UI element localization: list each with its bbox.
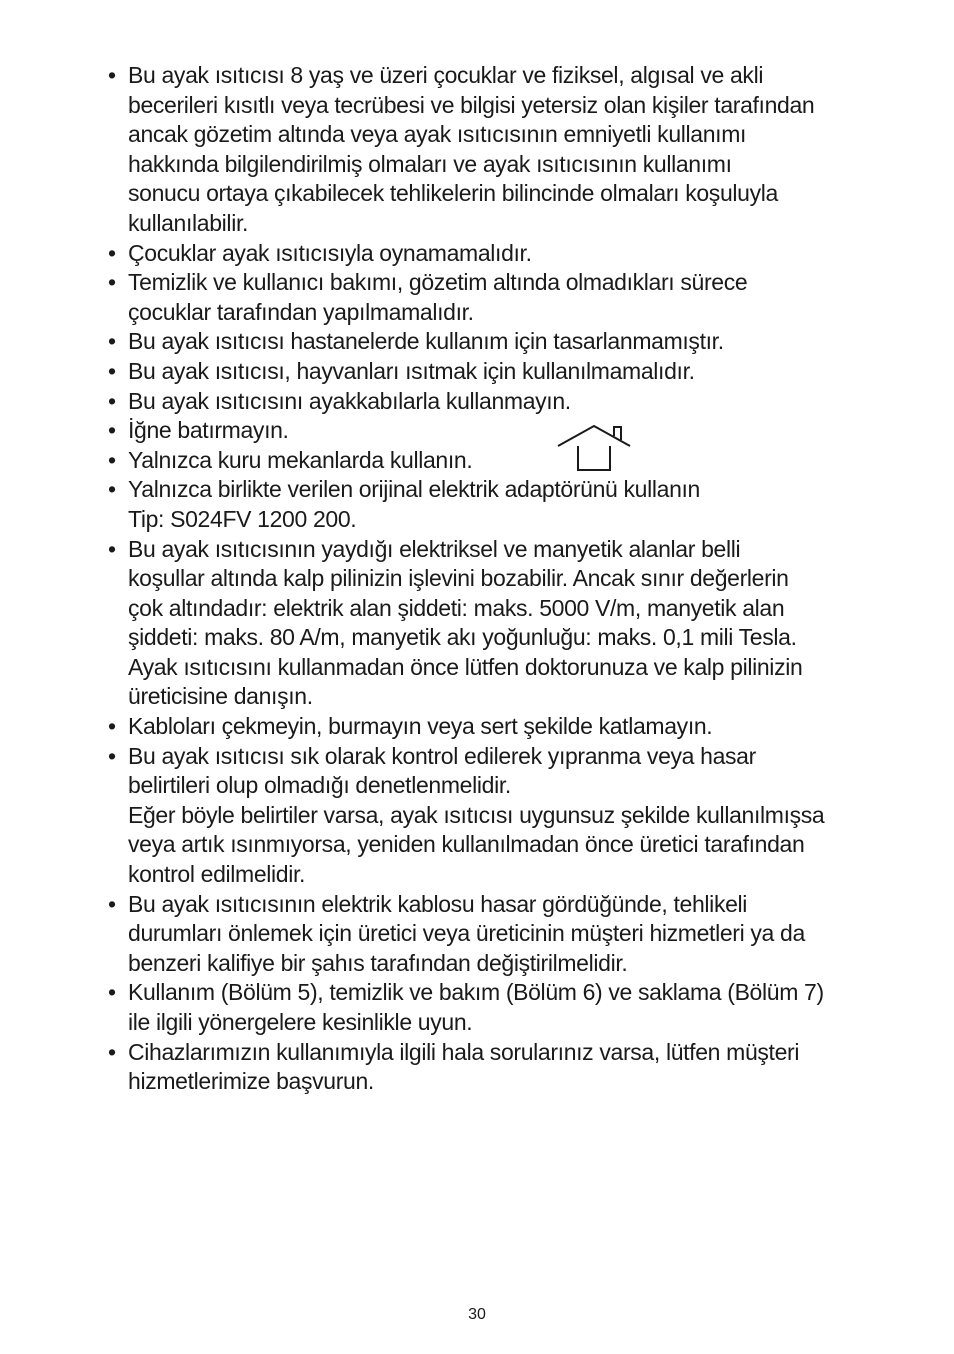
list-item-line: sonucu ortaya çıkabilecek tehlikelerin bilincinde olmaları koşuluyla — [128, 180, 778, 207]
list-item — [108, 890, 908, 979]
list-item-line: • Bu ayak ısıtıcısının elektrik kablosu hasar gördüğünde, tehlikeli — [128, 890, 748, 917]
list-item-line: üreticisine danışın. — [128, 683, 313, 710]
list-item-line: • Kullanım (Bölüm 5), temizlik ve bakım (Bölüm 6) ve saklama (Bölüm 7) — [128, 979, 824, 1006]
list-item-line: belirtileri olup olmadığı denetlenmelidir. — [128, 772, 511, 799]
page-number: 30 — [468, 1306, 486, 1323]
list-item — [108, 61, 908, 239]
list-item-line: hizmetlerimize başvurun. — [128, 1068, 374, 1095]
list-item-line: • Çocuklar ayak ısıtıcısıyla oynamamalıdır. — [128, 239, 532, 266]
list-item-line: • Bu ayak ısıtıcısı 8 yaş ve üzeri çocuklar ve fiziksel, algısal ve akli — [128, 62, 764, 88]
list-item — [108, 357, 908, 387]
list-item-line: • İğne batırmayın. — [128, 417, 289, 444]
list-item — [108, 978, 908, 1037]
list-item-line: çok altındadır: elektrik alan şiddeti: maks. 5000 V/m, manyetik alan — [128, 594, 785, 621]
list-item — [108, 327, 908, 357]
list-item-line: koşullar altında kalp pilinizin işlevini bozabilir. Ancak sınır değerlerin — [128, 565, 789, 592]
list-item — [108, 416, 908, 446]
list-item — [108, 712, 908, 742]
list-item-line: becerileri kısıtlı veya tecrübesi ve bilgisi yetersiz olan kişiler tarafından — [128, 91, 815, 118]
list-item — [108, 268, 908, 327]
list-item-line: benzeri kalifiye bir şahıs tarafından değiştirilmelidir. — [128, 949, 628, 976]
house-icon — [556, 424, 632, 472]
list-item-line: kullanılabilir. — [128, 209, 249, 236]
list-item-line: • Yalnızca kuru mekanlarda kullanın. — [128, 446, 473, 473]
list-item-line: hakkında bilgilendirilmiş olmaları ve ayak ısıtıcısının kullanımı — [128, 150, 732, 177]
list-item-line: Tip: S024FV 1200 200. — [128, 505, 357, 532]
list-item-line: • Cihazlarımızın kullanımıyla ilgili hala sorularınız varsa, lütfen müşteri — [128, 1038, 800, 1065]
list-item — [108, 1038, 908, 1097]
list-item-line: çocuklar tarafından yapılmamalıdır. — [128, 298, 474, 325]
list-item-line: • Temizlik ve kullanıcı bakımı, gözetim altında olmadıkları sürece — [128, 269, 748, 296]
list-item-line: • Yalnızca birlikte verilen orijinal elektrik adaptörünü kullanın — [128, 476, 700, 503]
list-item-line: kontrol edilmelidir. — [128, 861, 306, 888]
list-item-line: • Bu ayak ısıtıcısının yaydığı elektriksel ve manyetik alanlar belli — [128, 535, 741, 562]
list-item — [108, 446, 908, 476]
list-item-line: şiddeti: maks. 80 A/m, manyetik akı yoğunluğu: maks. 0,1 mili Tesla. — [128, 624, 797, 651]
list-item-line: • Bu ayak ısıtıcısını ayakkabılarla kullanmayın. — [128, 387, 571, 414]
list-item-line: • Bu ayak ısıtıcısı, hayvanları ısıtmak için kullanılmamalıdır. — [128, 357, 695, 384]
list-item-line: • Kabloları çekmeyin, burmayın veya sert şekilde katlamayın. — [128, 713, 713, 740]
list-item-line: • Bu ayak ısıtıcısı sık olarak kontrol edilerek yıpranma veya hasar — [128, 742, 756, 769]
list-item-line: Eğer böyle belirtiler varsa, ayak ısıtıcısı uygunsuz şekilde kullanılmışsa — [128, 801, 825, 828]
list-item — [108, 535, 908, 713]
list-item-line: ancak gözetim altında veya ayak ısıtıcısının emniyetli kullanımı — [128, 121, 747, 148]
list-item — [108, 475, 908, 534]
list-item-line: Ayak ısıtıcısını kullanmadan önce lütfen doktorunuza ve kalp pilinizin — [128, 653, 803, 680]
list-item-line: ile ilgili yönergelere kesinlikle uyun. — [128, 1009, 473, 1035]
safety-instructions — [108, 61, 908, 1097]
list-item — [108, 742, 908, 890]
list-item-line: durumları önlemek için üretici veya üreticinin müşteri hizmetleri ya da — [128, 920, 805, 947]
list-item-line: • Bu ayak ısıtıcısı hastanelerde kullanım için tasarlanmamıştır. — [128, 328, 724, 355]
list-item — [108, 239, 908, 269]
safety-list — [108, 61, 908, 1097]
list-item — [108, 387, 908, 417]
list-item-line: veya artık ısınmıyorsa, yeniden kullanılmadan önce üretici tarafından — [128, 831, 805, 858]
